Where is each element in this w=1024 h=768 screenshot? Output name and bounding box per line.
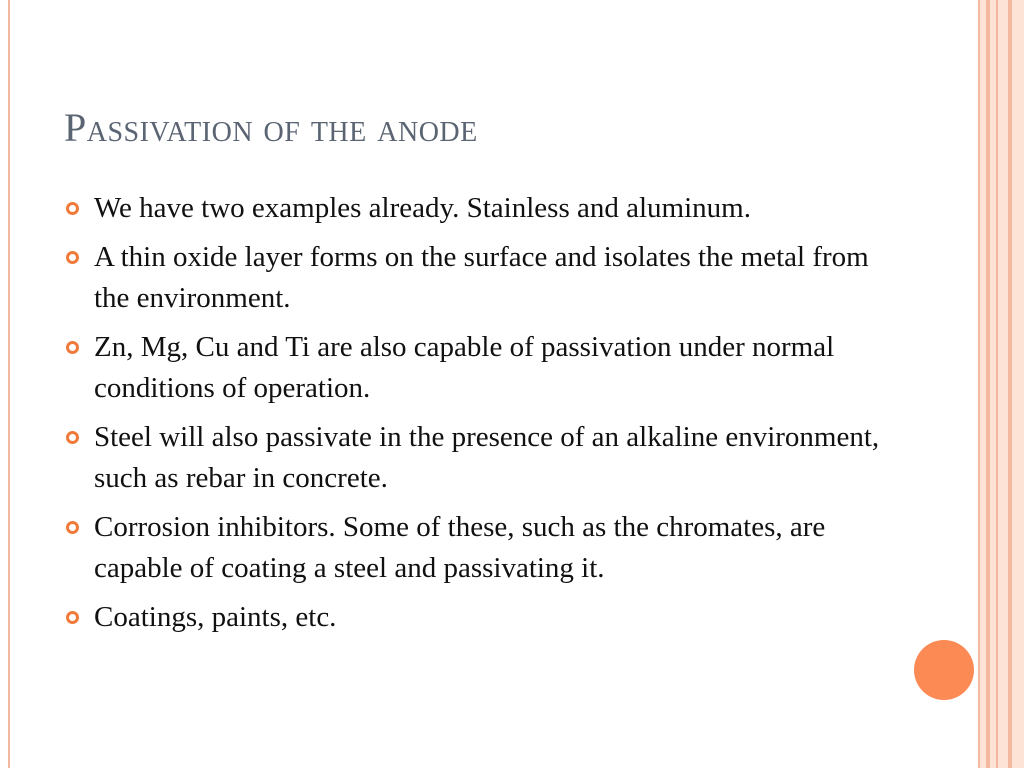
right-stripe bbox=[998, 0, 1008, 768]
bullet-text: Coatings, paints, etc. bbox=[94, 601, 337, 633]
bullet-item bbox=[64, 417, 894, 499]
bullet-text: Zn, Mg, Cu and Ti are also capable of passivation under normal conditions of operation. bbox=[94, 331, 835, 404]
bullet-item bbox=[64, 597, 894, 638]
bullet-item bbox=[64, 237, 894, 319]
bullet-text: Steel will also passivate in the presence of an alkaline environment, such as rebar in concrete. bbox=[94, 421, 880, 494]
decorative-circle-icon bbox=[914, 640, 974, 700]
right-stripe bbox=[1012, 0, 1024, 768]
left-border-line bbox=[8, 0, 10, 768]
circle-bullet-icon bbox=[66, 431, 79, 444]
circle-bullet-icon bbox=[66, 611, 79, 624]
slide-title: Passivation of the anode bbox=[64, 105, 478, 150]
circle-bullet-icon bbox=[66, 521, 79, 534]
circle-bullet-icon bbox=[66, 202, 79, 215]
circle-bullet-icon bbox=[66, 251, 79, 264]
bullet-item bbox=[64, 507, 894, 589]
bullet-list bbox=[64, 188, 894, 646]
bullet-text: A thin oxide layer forms on the surface and isolates the metal from the environment. bbox=[94, 241, 869, 314]
bullet-item bbox=[64, 188, 894, 229]
bullet-text: Corrosion inhibitors. Some of these, such as the chromates, are capable of coating a steel and passivating it. bbox=[94, 511, 826, 584]
bullet-item bbox=[64, 327, 894, 409]
bullet-text: We have two examples already. Stainless and aluminum. bbox=[94, 192, 751, 224]
circle-bullet-icon bbox=[66, 341, 79, 354]
